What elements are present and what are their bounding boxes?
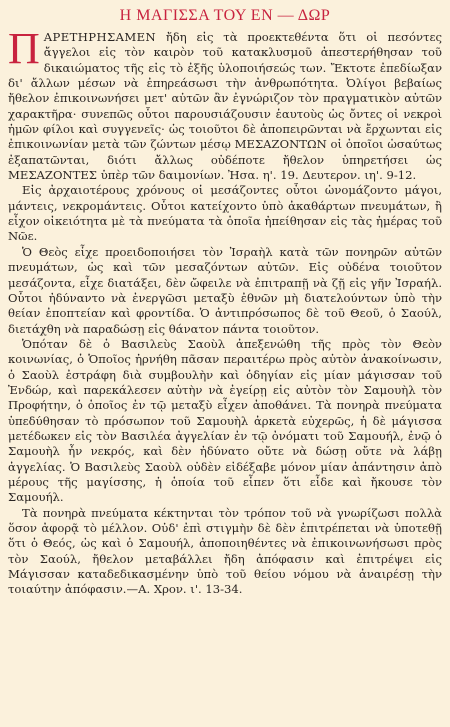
- article-title: Η ΜΑΓΙΣΣΑ ΤΟΥ ΕΝ — ΔΩΡ: [119, 7, 331, 24]
- paragraph-4: Ὁπόταν δὲ ὁ Βασιλεὺς Σαοὺλ ἀπεξενώθη τῆς πρὸς τὸν Θεὸν κοινωνίας, ὁ Ὁποῖος ἠρνήθη πᾶσαν περαιτέρω πρὸς αὐτὸν ἀνακοίνωσιν, ὁ Σαοὺλ ἐστράφη διὰ συμβουλὴν καὶ ὁδηγίαν εἰς μίαν μάγισσαν τοῦ Ἐνδώρ, καὶ παρεκάλεσεν αὐτὴν νὰ ἐγείρῃ εἰς αὐτὸν τὸν Σαμουὴλ τὸν Προφήτην, ὁ ὁποῖος ἐν τῷ μεταξὺ εἶχεν ἀποθάνει. Τὰ πονηρὰ πνεύματα ὑπεδύθησαν τὸ πρόσωπον τοῦ Σαμουὴλ ἀρκετὰ εὐχερῶς, ἡ δὲ μάγισσα μετέδωκεν εἰς τὸν Βασιλέα ἀγγελίαν ἐν τῷ ὀνόματι τοῦ Σαμουήλ, ἐνῷ ὁ Σαμουὴλ ἦν νεκρός, καὶ δὲν ἠδύνατο οὔτε νὰ δώσῃ οὔτε νὰ λάβῃ ἀγγελίας. Ὁ Βασιλεὺς Σαοὺλ οὐδὲν εἰδέξαβε μόνον μίαν ἀπάντησιν ἀπὸ μέρους τῆς μαγίσσης, ἡ ὁποία τοῦ εἶπεν ὅτι εἶδε καὶ ἤκουσε τὸν Σαμουήλ.: [8, 336, 442, 505]
- lead-word: ΑΡΕΤΗΡΗΣΑΜΕΝ: [43, 30, 157, 44]
- drop-cap: Π: [8, 24, 40, 73]
- article: [8, 6, 442, 598]
- paragraph-3: Ὁ Θεὸς εἶχε προειδοποιήσει τὸν Ἰσραὴλ κατὰ τῶν πονηρῶν αὐτῶν πνευμάτων, ὡς καὶ τῶν μεσαζόντων αὐτῶν. Εἰς οὐδένα τοιοῦτον μεσάζοντα, εἶχε διατάξει, δὲν ὤφειλε νὰ ἐπιτραπῇ νὰ ζῇ εἰς γῆν Ἰσραήλ. Οὗτοι ἠδύναντο νὰ ἐνεργῶσι μεταξὺ ἐθνῶν μὴ διατελούντων ὑπὸ τὴν θείαν ἐποπτείαν καὶ φροντίδα. Ὁ ἀντιπρόσωπος δὲ τοῦ Θεοῦ, ὁ Σαούλ, διετάχθη νὰ παραδώσῃ εἰς θάνατον πάντα τοιοῦτον.: [8, 244, 442, 336]
- paragraph-1: [8, 24, 442, 183]
- paragraph-5: Τὰ πονηρὰ πνεύματα κέκτηνται τὸν τρόπον τοῦ νὰ γνωρίζωσι πολλὰ ὅσον ἀφορᾷ τὸ μέλλον. Οὐδ' ἐπὶ στιγμὴν δὲ δὲν ἐπιτρέπεται νὰ ὑποτεθῇ ὅτι ὁ Θεός, ὡς καὶ ὁ Σαμουήλ, ἀποποιηθέντες νὰ ἐπικοινωνήσωσι πρὸς τὸν Σαούλ, ἤθελον μεταβάλλει ἤδη ἀπόφασιν καὶ ἐπιτρέψει εἰς Μάγισσαν καταδεδικασμένην ὑπὸ τοῦ θείου νόμου νὰ ἀναιρέσῃ τὴν τοιαύτην ἀπόφασιν.—Α. Χρον. ι'. 13-34.: [8, 505, 442, 597]
- paragraph-text: ἤδη εἰς τὰ προεκτεθέντα ὅτι οἱ πεσόντες ἄγγελοι εἰς τὸν καιρὸν τοῦ κατακλυσμοῦ ἀπεστερήθησαν τοῦ δικαιώματος τῆς εἰς τὸ ἐξῆς ὑλοποιήσεώς των. Ἔκτοτε ἐπεδίωξαν δι' ἄλλων μέσων νὰ ἐπηρεάσωσι τὴν ἀνθρωπότητα. Ὀλίγοι βεβαίως ἤθελον ἐπικοινωνήσει μετ' αὐτῶν ἂν ἐγνώριζον τὸν πραγματικὸν αὐτῶν χαρακτῆρα· συνεπῶς οὗτοι παρουσιάζουσιν ἑαυτοὺς ὡς ὄντες οἱ νεκροὶ ἡμῶν φίλοι καὶ συγγενεῖς· ὡς τοιοῦτοι δὲ ἀποπειρῶνται νὰ ἔρχωνται εἰς ἐπικοινωνίαν μετὰ τῶν ζώντων μέσῳ ΜΕΣΑΖΟΝΤΩΝ οἱ ὁποῖοι ὡσαύτως ἐξαπατῶνται, διότι ἄλλως οὐδέποτε ἤθελον ὑπηρετήσει ὡς ΜΕΣΑΖΟΝΤΕΣ ὑπὲρ τῶν δαιμονίων. Ἠσα. η'. 19. Δευτερον. ιη'. 9-12.: [8, 30, 442, 183]
- paragraph-2: Εἰς ἀρχαιοτέρους χρόνους οἱ μεσάζοντες οὗτοι ὠνομάζοντο μάγοι, μάντεις, νεκρομάντεις. Οὗτοι κατείχοντο ὑπὸ ἀκαθάρτων πνευμάτων, ἢ εἶχον οἰκειότητα μὲ τὰ πνεύματα τὰ ὁποῖα ἠπείθησαν εἰς τὰς ἡμέρας τοῦ Νῶε.: [8, 183, 442, 244]
- article-body: [8, 24, 442, 598]
